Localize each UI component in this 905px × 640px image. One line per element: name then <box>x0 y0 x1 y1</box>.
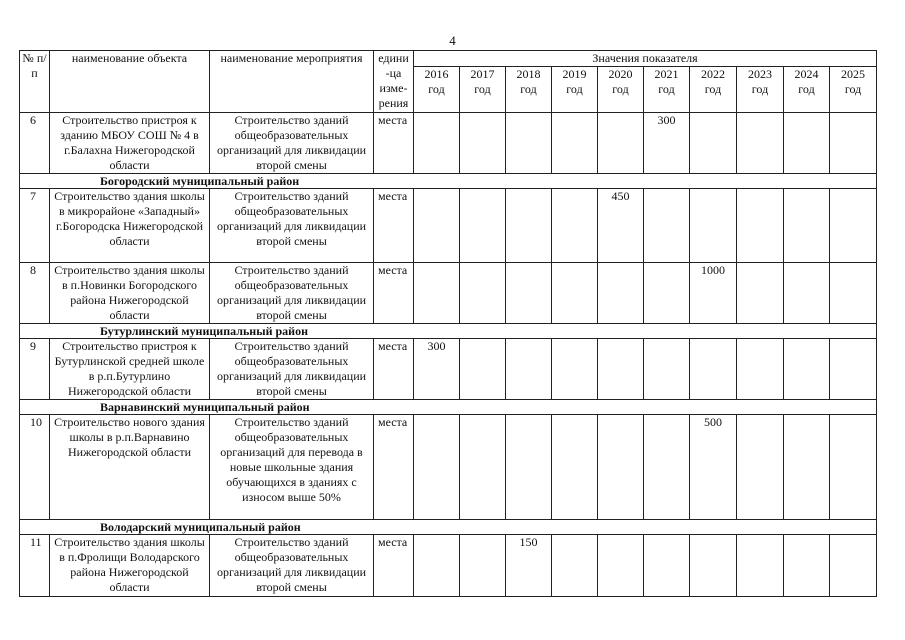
value-cell <box>552 339 598 400</box>
table-row <box>20 263 877 324</box>
section-title: Бутурлинский муниципальный район <box>20 324 877 339</box>
section-row <box>20 174 877 189</box>
object-name: Строительство здания школы в п.Новинки Богородского района Нижегородской области <box>50 263 210 324</box>
object-name: Строительство здания школы в п.Фролищи Володарского района Нижегородской области <box>50 535 210 597</box>
value-cell <box>644 535 690 597</box>
measure-name: Строительство зданий общеобразовательных организаций для ликвидации второй смены <box>210 535 374 597</box>
value-cell <box>644 415 690 520</box>
unit-cell: места <box>374 113 414 174</box>
unit-cell: места <box>374 535 414 597</box>
unit-cell: места <box>374 415 414 520</box>
value-cell <box>460 113 506 174</box>
value-cell <box>690 535 737 597</box>
row-number: 6 <box>20 113 50 174</box>
value-cell: 300 <box>644 113 690 174</box>
header-year: 2025 год <box>830 67 877 113</box>
page-number: 4 <box>449 33 456 48</box>
value-cell <box>552 535 598 597</box>
section-row <box>20 324 877 339</box>
value-cell: 450 <box>598 189 644 263</box>
section-title: Володарский муниципальный район <box>20 520 877 535</box>
value-cell <box>598 535 644 597</box>
row-number: 8 <box>20 263 50 324</box>
measure-name: Строительство зданий общеобразовательных организаций для ликвидации второй смены <box>210 113 374 174</box>
value-cell <box>690 113 737 174</box>
value-cell <box>460 535 506 597</box>
row-number: 9 <box>20 339 50 400</box>
value-cell: 150 <box>506 535 552 597</box>
header-year: 2024 год <box>784 67 830 113</box>
value-cell <box>690 339 737 400</box>
value-cell <box>644 189 690 263</box>
value-cell <box>552 189 598 263</box>
section-row <box>20 520 877 535</box>
value-cell <box>830 535 877 597</box>
value-cell <box>460 189 506 263</box>
table-row <box>20 339 877 400</box>
header-year: 2021 год <box>644 67 690 113</box>
value-cell <box>598 339 644 400</box>
row-number: 10 <box>20 415 50 520</box>
object-name: Строительство нового здания школы в р.п.Варнавино Нижегородской области <box>50 415 210 520</box>
measure-name: Строительство зданий общеобразовательных организаций для перевода в новые школьные здания обучающихся в зданиях с износом выше 50% <box>210 415 374 520</box>
value-cell <box>830 263 877 324</box>
value-cell <box>830 189 877 263</box>
value-cell <box>414 189 460 263</box>
value-cell: 1000 <box>690 263 737 324</box>
section-title: Варнавинский муниципальный район <box>20 400 877 415</box>
value-cell <box>737 263 784 324</box>
row-number: 11 <box>20 535 50 597</box>
value-cell <box>598 263 644 324</box>
object-name: Строительство пристроя к Бутурлинской средней школе в р.п.Бутурлино Нижегородской области <box>50 339 210 400</box>
value-cell <box>830 113 877 174</box>
table-row <box>20 113 877 174</box>
value-cell <box>737 189 784 263</box>
value-cell <box>830 339 877 400</box>
value-cell <box>644 339 690 400</box>
unit-cell: места <box>374 263 414 324</box>
value-cell <box>460 339 506 400</box>
value-cell <box>414 263 460 324</box>
measure-name: Строительство зданий общеобразовательных организаций для ликвидации второй смены <box>210 189 374 263</box>
unit-cell: места <box>374 189 414 263</box>
value-cell <box>552 113 598 174</box>
object-name: Строительство здания школы в микрорайоне «Западный» г.Богородска Нижегородской области <box>50 189 210 263</box>
object-name: Строительство пристроя к зданию МБОУ СОШ № 4 в г.Балахна Нижегородской области <box>50 113 210 174</box>
value-cell <box>784 415 830 520</box>
value-cell: 300 <box>414 339 460 400</box>
row-number: 7 <box>20 189 50 263</box>
header-measure: наименование мероприятия <box>210 51 374 113</box>
measure-name: Строительство зданий общеобразовательных организаций для ликвидации второй смены <box>210 339 374 400</box>
value-cell <box>737 535 784 597</box>
value-cell <box>414 415 460 520</box>
value-cell: 500 <box>690 415 737 520</box>
header-year: 2018 год <box>506 67 552 113</box>
value-cell <box>552 263 598 324</box>
header-year: 2017 год <box>460 67 506 113</box>
value-cell <box>506 339 552 400</box>
value-cell <box>598 415 644 520</box>
table-row <box>20 189 877 263</box>
value-cell <box>460 263 506 324</box>
header-year: 2023 год <box>737 67 784 113</box>
value-cell <box>737 415 784 520</box>
header-values: Значения показателя <box>414 51 877 67</box>
value-cell <box>644 263 690 324</box>
value-cell <box>784 535 830 597</box>
measure-name: Строительство зданий общеобразовательных организаций для ликвидации второй смены <box>210 263 374 324</box>
value-cell <box>552 415 598 520</box>
header-year: 2020 год <box>598 67 644 113</box>
value-cell <box>598 113 644 174</box>
value-cell <box>506 263 552 324</box>
value-cell <box>784 339 830 400</box>
header-year: 2022 год <box>690 67 737 113</box>
table-row <box>20 535 877 597</box>
value-cell <box>737 113 784 174</box>
value-cell <box>506 189 552 263</box>
header-unit: едини -ца изме- рения <box>374 51 414 113</box>
value-cell <box>414 535 460 597</box>
unit-cell: места <box>374 339 414 400</box>
section-row <box>20 400 877 415</box>
value-cell <box>737 339 784 400</box>
value-cell <box>784 189 830 263</box>
value-cell <box>784 113 830 174</box>
value-cell <box>506 415 552 520</box>
section-title: Богородский муниципальный район <box>20 174 877 189</box>
value-cell <box>690 189 737 263</box>
value-cell <box>414 113 460 174</box>
indicator-table <box>19 50 877 597</box>
header-year: 2019 год <box>552 67 598 113</box>
value-cell <box>460 415 506 520</box>
header-num: № п/п <box>20 51 50 113</box>
value-cell <box>506 113 552 174</box>
value-cell <box>784 263 830 324</box>
header-year: 2016 год <box>414 67 460 113</box>
value-cell <box>830 415 877 520</box>
header-object: наименование объекта <box>50 51 210 113</box>
table-row <box>20 415 877 520</box>
